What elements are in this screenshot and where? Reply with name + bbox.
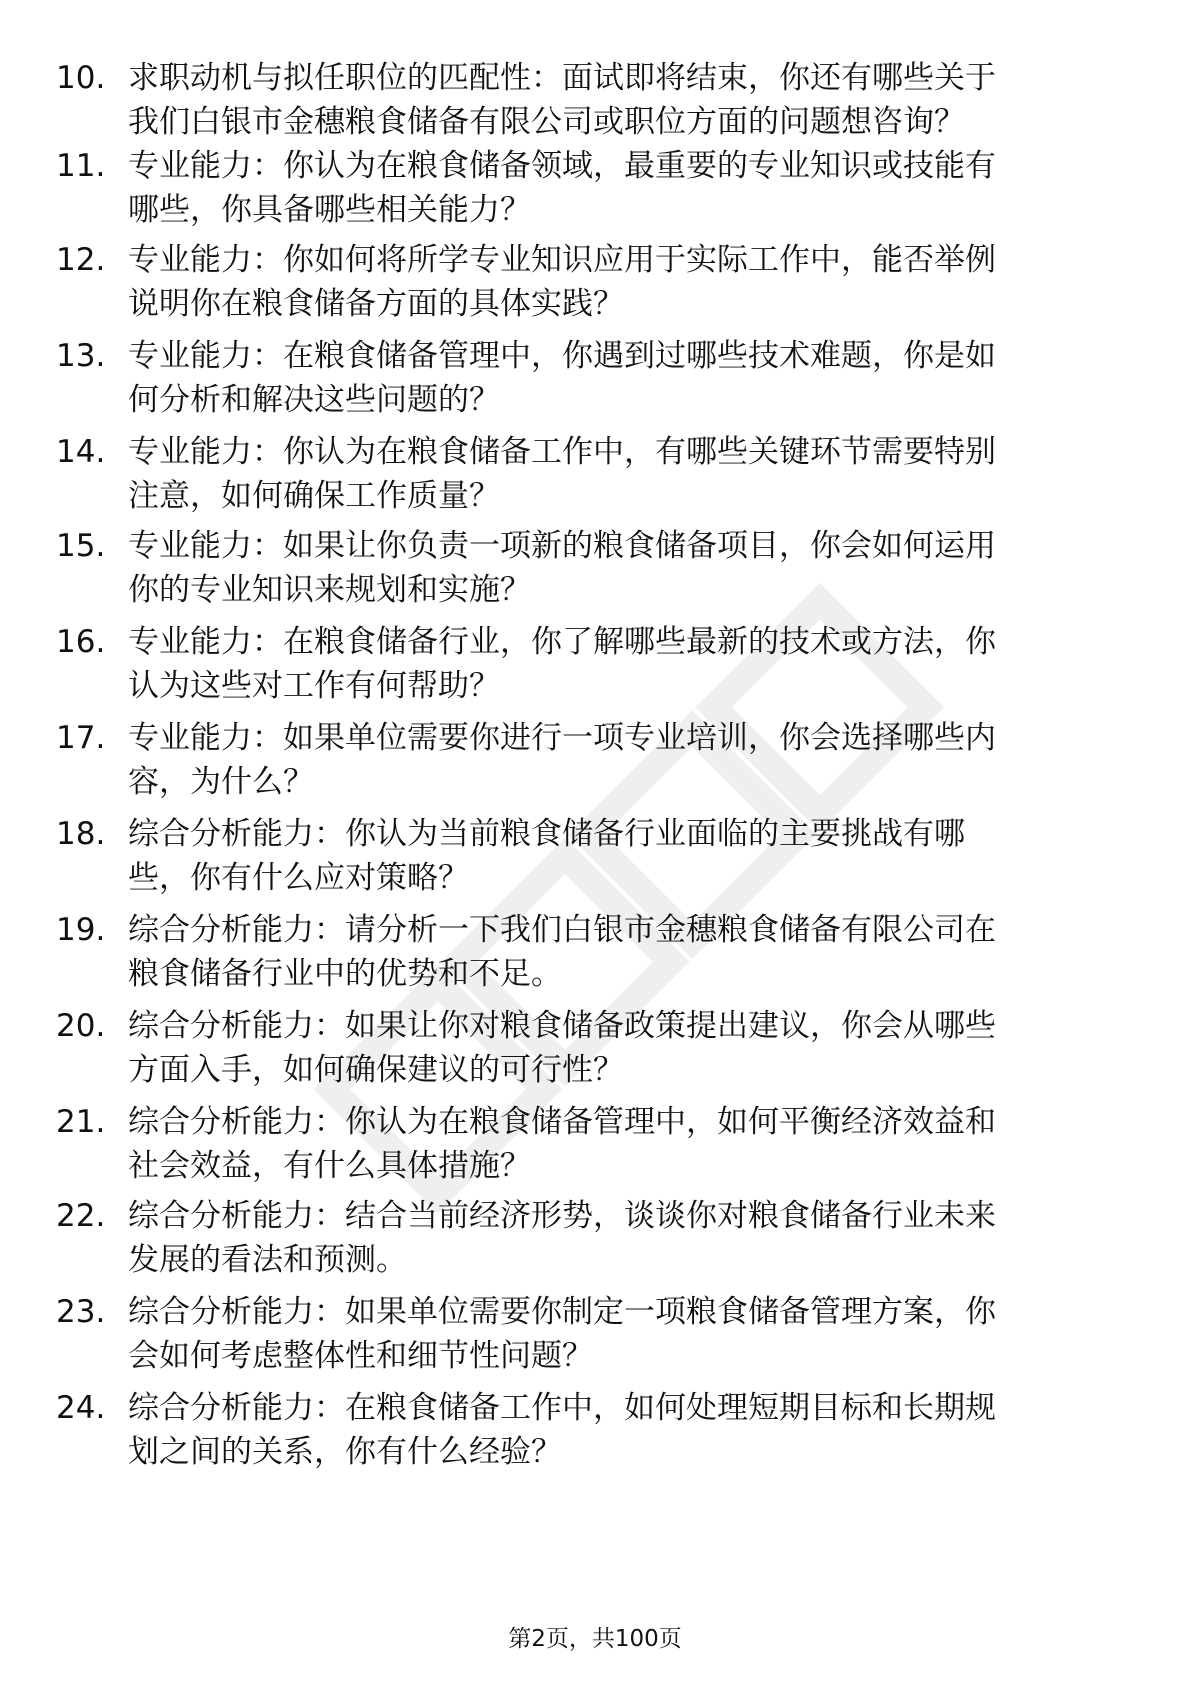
question-line: 容，为什么？ [128,764,314,800]
question-number: 17. [56,720,106,756]
question-item-13 [0,334,1190,418]
question-line: 粮食储备行业中的优势和不足。 [128,956,562,992]
question-line: 社会效益，有什么具体措施？ [128,1148,531,1184]
question-item-18 [0,812,1190,896]
question-line: 专业能力：你认为在粮食储备工作中，有哪些关键环节需要特别 [128,434,996,470]
question-number: 22. [56,1198,106,1234]
question-line: 发展的看法和预测。 [128,1242,407,1278]
question-item-10 [0,56,1190,140]
question-line: 会如何考虑整体性和细节性问题？ [128,1338,593,1374]
question-item-17 [0,716,1190,800]
question-text [128,1100,1123,1188]
question-item-14 [0,430,1190,514]
question-number: 18. [56,816,106,852]
question-line: 综合分析能力：请分析一下我们白银市金穗粮食储备有限公司在 [128,912,996,948]
question-number: 11. [56,148,106,184]
question-text [128,1290,1123,1378]
question-item-21 [0,1100,1190,1184]
question-item-22 [0,1194,1190,1278]
question-number: 23. [56,1294,106,1330]
question-number: 24. [56,1390,106,1426]
question-text [128,524,1123,612]
question-line: 专业能力：你认为在粮食储备领域，最重要的专业知识或技能有 [128,148,996,184]
page-number-label: 第2页，共100页 [508,1626,682,1652]
question-line: 划之间的关系，你有什么经验？ [128,1434,562,1470]
question-text [128,1004,1123,1092]
question-line: 综合分析能力：如果让你对粮食储备政策提出建议，你会从哪些 [128,1008,996,1044]
question-line: 你的专业知识来规划和实施？ [128,572,531,608]
question-number: 12. [56,242,106,278]
question-item-12 [0,238,1190,322]
question-line: 专业能力：在粮食储备行业，你了解哪些最新的技术或方法，你 [128,624,996,660]
question-number: 15. [56,528,106,564]
question-number: 10. [56,60,106,96]
question-item-16 [0,620,1190,704]
question-text [128,334,1123,422]
question-number: 20. [56,1008,106,1044]
page-footer [0,1624,1190,1654]
question-line: 综合分析能力：结合当前经济形势，谈谈你对粮食储备行业未来 [128,1198,996,1234]
question-item-19 [0,908,1190,992]
question-line: 些，你有什么应对策略？ [128,860,469,896]
question-number: 16. [56,624,106,660]
question-item-20 [0,1004,1190,1088]
question-line: 说明你在粮食储备方面的具体实践？ [128,286,624,322]
question-line: 综合分析能力：如果单位需要你制定一项粮食储备管理方案，你 [128,1294,996,1330]
question-item-11 [0,144,1190,228]
question-line: 何分析和解决这些问题的？ [128,382,500,418]
question-text [128,620,1123,708]
question-number: 13. [56,338,106,374]
question-number: 14. [56,434,106,470]
question-text [128,144,1123,232]
question-text [128,1194,1123,1282]
question-line: 方面入手，如何确保建议的可行性？ [128,1052,624,1088]
question-line: 专业能力：如果让你负责一项新的粮食储备项目，你会如何运用 [128,528,996,564]
question-line: 综合分析能力：你认为当前粮食储备行业面临的主要挑战有哪 [128,816,965,852]
question-item-23 [0,1290,1190,1374]
question-line: 专业能力：你如何将所学专业知识应用于实际工作中，能否举例 [128,242,996,278]
question-text [128,56,1123,144]
question-line: 专业能力：如果单位需要你进行一项专业培训，你会选择哪些内 [128,720,996,756]
question-text [128,238,1123,326]
question-line: 哪些，你具备哪些相关能力？ [128,192,531,228]
question-line: 综合分析能力：在粮食储备工作中，如何处理短期目标和长期规 [128,1390,996,1426]
question-line: 求职动机与拟任职位的匹配性：面试即将结束，你还有哪些关于 [128,60,996,96]
question-item-15 [0,524,1190,608]
question-text [128,716,1123,804]
question-line: 我们白银市金穗粮食储备有限公司或职位方面的问题想咨询？ [128,104,965,140]
question-number: 19. [56,912,106,948]
question-line: 注意，如何确保工作质量？ [128,478,500,514]
question-text [128,812,1123,900]
question-item-24 [0,1386,1190,1470]
question-line: 综合分析能力：你认为在粮食储备管理中，如何平衡经济效益和 [128,1104,996,1140]
question-line: 认为这些对工作有何帮助？ [128,668,500,704]
question-text [128,908,1123,996]
question-text [128,430,1123,518]
question-line: 专业能力：在粮食储备管理中，你遇到过哪些技术难题，你是如 [128,338,996,374]
question-text [128,1386,1123,1474]
question-number: 21. [56,1104,106,1140]
